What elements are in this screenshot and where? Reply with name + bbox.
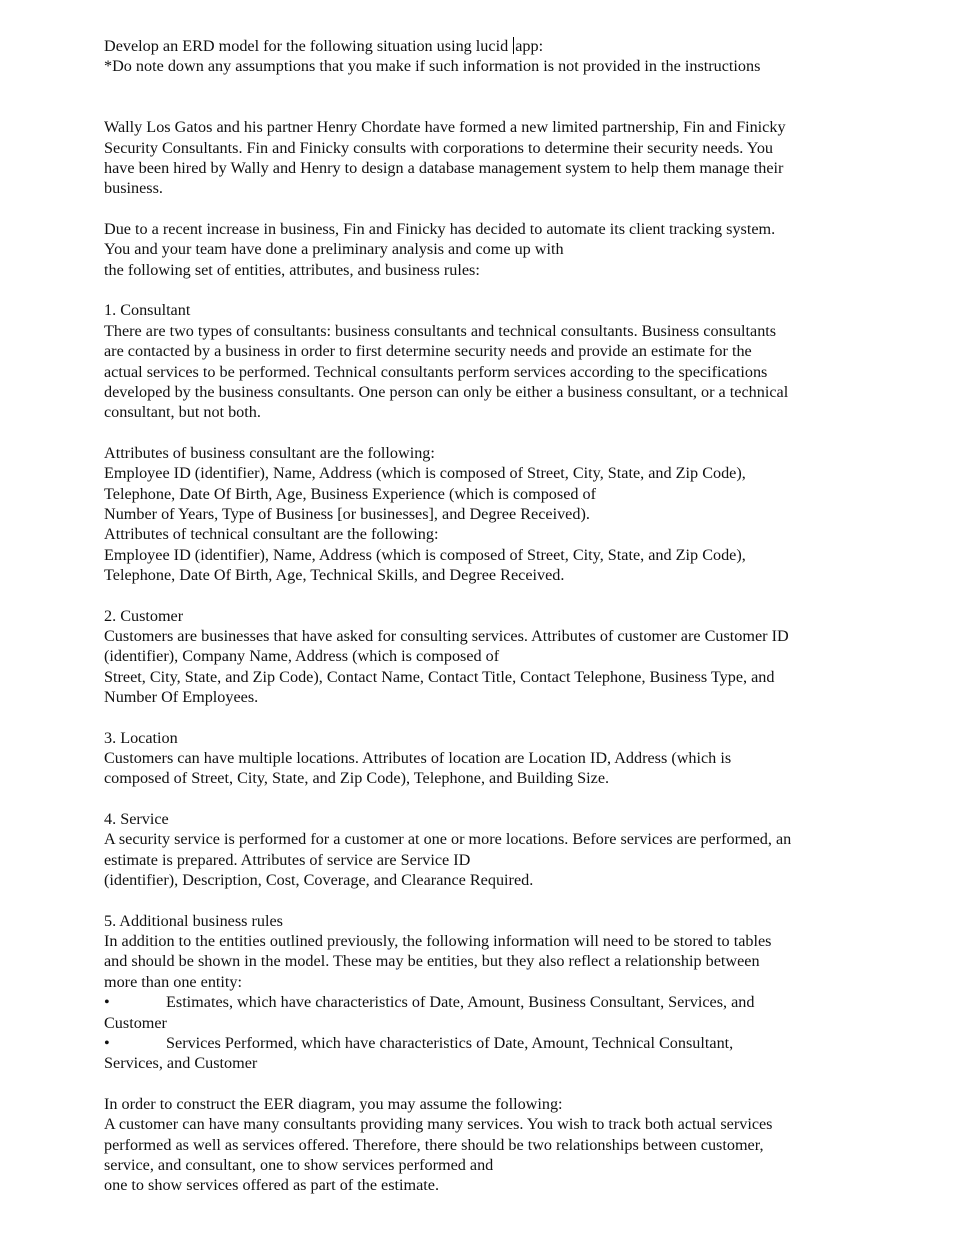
bullet-item [104,1033,884,1053]
text-line: estimate is prepared. Attributes of service are Service ID [104,850,471,869]
text-line: Telephone, Date Of Birth, Age, Business Experience (which is composed of [104,484,597,503]
text-line: (identifier), Company Name, Address (which is composed of [104,647,500,666]
text-line: developed by the business consultants. One person can only be either a business consultant, or a technical [104,382,789,401]
text-line: consultant, but not both. [104,403,261,422]
bullet-text: Estimates, which have characteristics of Date, Amount, Business Consultant, Services, and [166,993,755,1012]
intro-text-a: Develop an ERD model for the following situation using lucid [104,37,509,55]
text-line: composed of Street, City, State, and Zip Code), Telephone, and Building Size. [104,769,610,788]
text-line: business. [104,179,163,198]
text-line: Attributes of business consultant are the following: [104,443,435,462]
intro-line-1 [104,36,884,56]
section-additional-rules [104,911,884,1074]
text-line: A security service is performed for a customer at one or more locations. Before services are performed, an [104,830,792,849]
text-line: Wally Los Gatos and his partner Henry Chordate have formed a new limited partnership, Fin and Finicky [104,118,786,137]
bullet-icon: • [104,1033,110,1052]
text-line: Services, and Customer [104,1054,258,1073]
text-line: Customers are businesses that have asked for consulting services. Attributes of customer are Customer ID [104,626,789,645]
text-line: performed as well as services offered. Therefore, there should be two relationships between customer, [104,1135,764,1154]
text-line: In order to construct the EER diagram, you may assume the following: [104,1094,563,1113]
section-heading: 4. Service [104,810,169,829]
text-line: more than one entity: [104,972,243,991]
text-line: Street, City, State, and Zip Code), Contact Name, Contact Title, Contact Telephone, Business Type, and [104,667,775,686]
closing-paragraph [104,1094,884,1196]
text-line: There are two types of consultants: business consultants and technical consultants. Business consultants [104,321,777,340]
text-line: A customer can have many consultants providing many services. You wish to track both actual services [104,1115,773,1134]
text-line: You and your team have done a preliminary analysis and come up with [104,240,564,259]
text-line: Due to a recent increase in business, Fin and Finicky has decided to automate its client tracking system. [104,220,776,239]
text-line: actual services to be performed. Technical consultants perform services according to the specifications [104,362,768,381]
bullet-text: Services Performed, which have characteristics of Date, Amount, Technical Consultant, [166,1033,734,1052]
section-heading: 5. Additional business rules [104,911,283,930]
text-line: are contacted by a business in order to first determine security needs and provide an estimate for the [104,342,752,361]
section-heading: 3. Location [104,728,178,747]
section-heading: 1. Consultant [104,301,191,320]
text-line: one to show services offered as part of the estimate. [104,1176,440,1195]
text-line: (identifier), Description, Cost, Coverage, and Clearance Required. [104,871,534,890]
text-line: Attributes of technical consultant are the following: [104,525,439,544]
section-heading: 2. Customer [104,606,184,625]
paragraph-1 [104,117,884,198]
text-line: and should be shown in the model. These may be entities, but they also reflect a relationship between [104,952,760,971]
section-consultant [104,300,884,585]
text-line: Customers can have multiple locations. Attributes of location are Location ID, Address (which is [104,749,732,768]
text-line: Number Of Employees. [104,688,259,706]
text-line: Number of Years, Type of Business [or businesses], and Degree Received). [104,504,590,523]
text-line: In addition to the entities outlined previously, the following information will need to be stored to tables [104,932,772,951]
section-location [104,728,884,789]
bullet-icon: • [104,993,110,1012]
paragraph-2 [104,219,884,280]
text-line: Employee ID (identifier), Name, Address (which is composed of Street, City, State, and Zip Code), [104,545,746,564]
document-page [104,36,884,1196]
text-line: Customer [104,1013,167,1032]
text-line: Telephone, Date Of Birth, Age, Technical Skills, and Degree Received. [104,565,565,584]
text-line: the following set of entities, attributes, and business rules: [104,260,480,279]
intro-line-2: *Do note down any assumptions that you make if such information is not provided in the instructions [104,57,761,76]
text-line: service, and consultant, one to show services performed and [104,1155,494,1174]
text-line: Employee ID (identifier), Name, Address (which is composed of Street, City, State, and Zip Code), [104,464,746,483]
text-line: Security Consultants. Fin and Finicky consults with corporations to determine their security needs. You [104,138,774,157]
intro-text-b: app: [515,37,544,55]
bullet-item [104,992,884,1012]
section-service [104,809,884,890]
section-customer [104,606,884,708]
text-line: have been hired by Wally and Henry to design a database management system to help them manage their [104,159,784,178]
